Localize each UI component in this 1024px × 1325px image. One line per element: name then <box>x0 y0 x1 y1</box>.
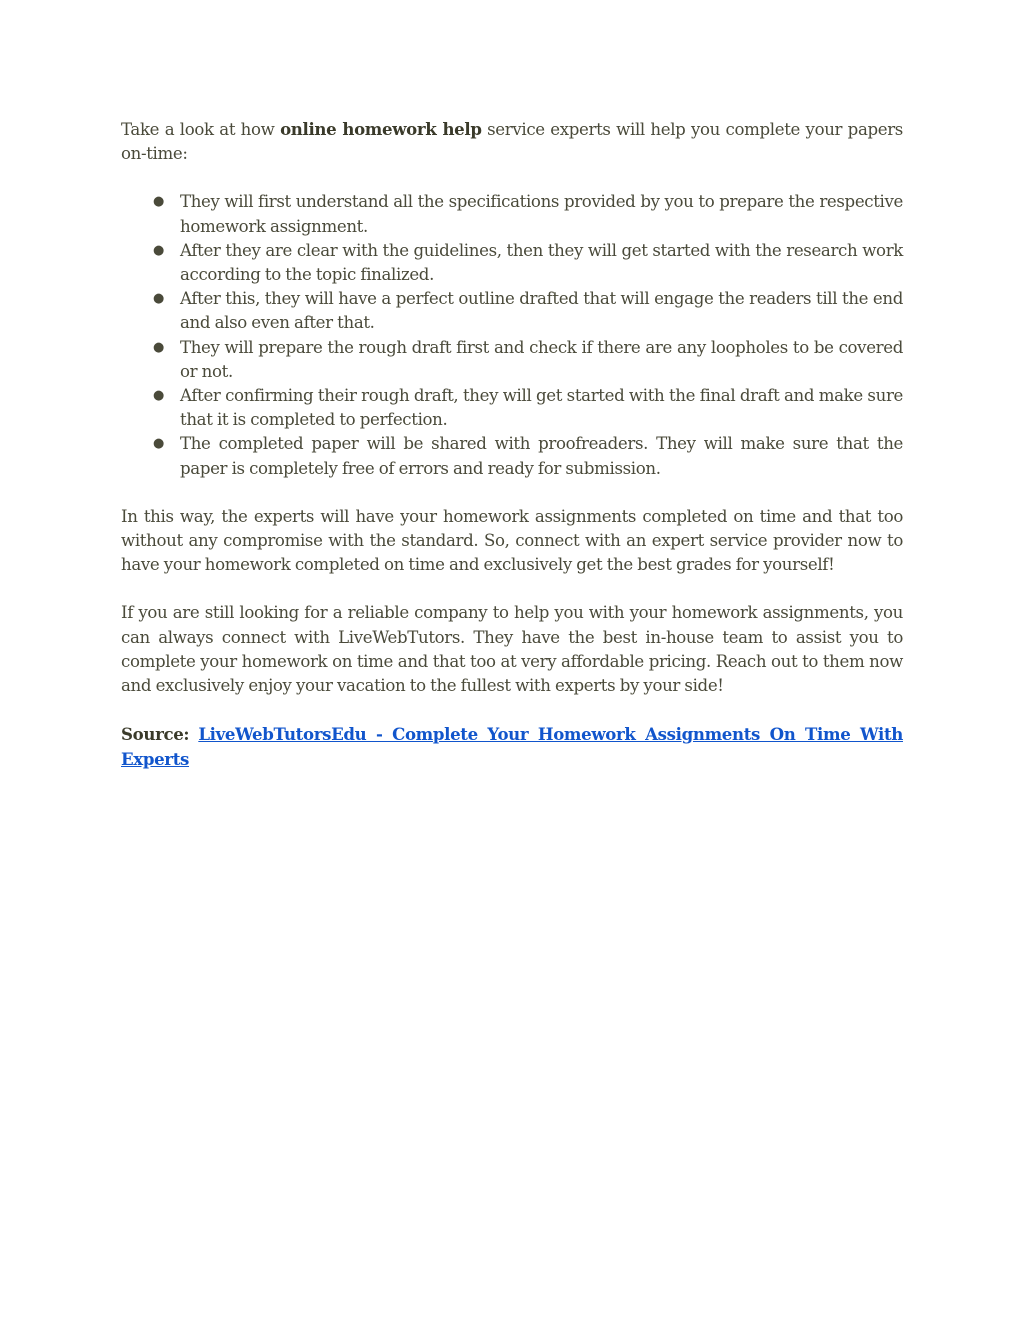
list-item <box>121 287 903 335</box>
source-line <box>121 722 903 772</box>
list-item-text: After this, they will have a perfect outline drafted that will engage the readers till the end and also even after that. <box>180 289 903 333</box>
bullet-icon: ● <box>153 388 164 404</box>
document-page <box>121 117 903 773</box>
intro-text-after: service experts will help you complete your papers on-time: <box>121 120 903 164</box>
list-item <box>121 336 903 384</box>
bullet-icon: ● <box>153 339 164 355</box>
list-item <box>121 432 903 480</box>
steps-bullet-list <box>121 190 903 480</box>
intro-paragraph <box>121 117 903 166</box>
list-item <box>121 239 903 287</box>
list-item-text: The completed paper will be shared with proofreaders. They will make sure that the paper is completely free of errors and ready for submission. <box>180 434 903 478</box>
source-link[interactable]: LiveWebTutorsEdu - Complete Your Homework Assignments On Time With Experts <box>121 724 903 770</box>
bullet-icon: ● <box>153 242 164 258</box>
recommendation-paragraph: If you are still looking for a reliable company to help you with your homework assignments, you can always connect with LiveWebTutors. They have the best in-house team to assist you to complete your homework on time and that too at very affordable pricing. Reach out to them now and exclusively enjoy your vacation to the fullest with experts by your side! <box>121 603 903 696</box>
intro-bold-phrase: online homework help <box>280 119 482 139</box>
intro-text-before: Take a look at how <box>121 120 281 139</box>
source-label: Source: <box>121 724 190 745</box>
summary-paragraph: In this way, the experts will have your homework assignments completed on time and that too without any compromise with the standard. So, connect with an expert service provider now to have your homework completed on time and exclusively get the best grades for yourself! <box>121 506 903 575</box>
bullet-icon: ● <box>153 194 164 210</box>
list-item-text: After confirming their rough draft, they will get started with the final draft and make sure that it is completed to perfection. <box>180 386 903 430</box>
bullet-icon: ● <box>153 436 164 452</box>
list-item-text: They will first understand all the specifications provided by you to prepare the respective homework assignment. <box>180 192 903 236</box>
list-item <box>121 190 903 238</box>
list-item-text: After they are clear with the guidelines, then they will get started with the research work according to the topic finalized. <box>180 240 903 285</box>
list-item-text: They will prepare the rough draft first and check if there are any loopholes to be covered or not. <box>180 337 903 381</box>
bullet-icon: ● <box>153 291 164 307</box>
list-item <box>121 384 903 432</box>
